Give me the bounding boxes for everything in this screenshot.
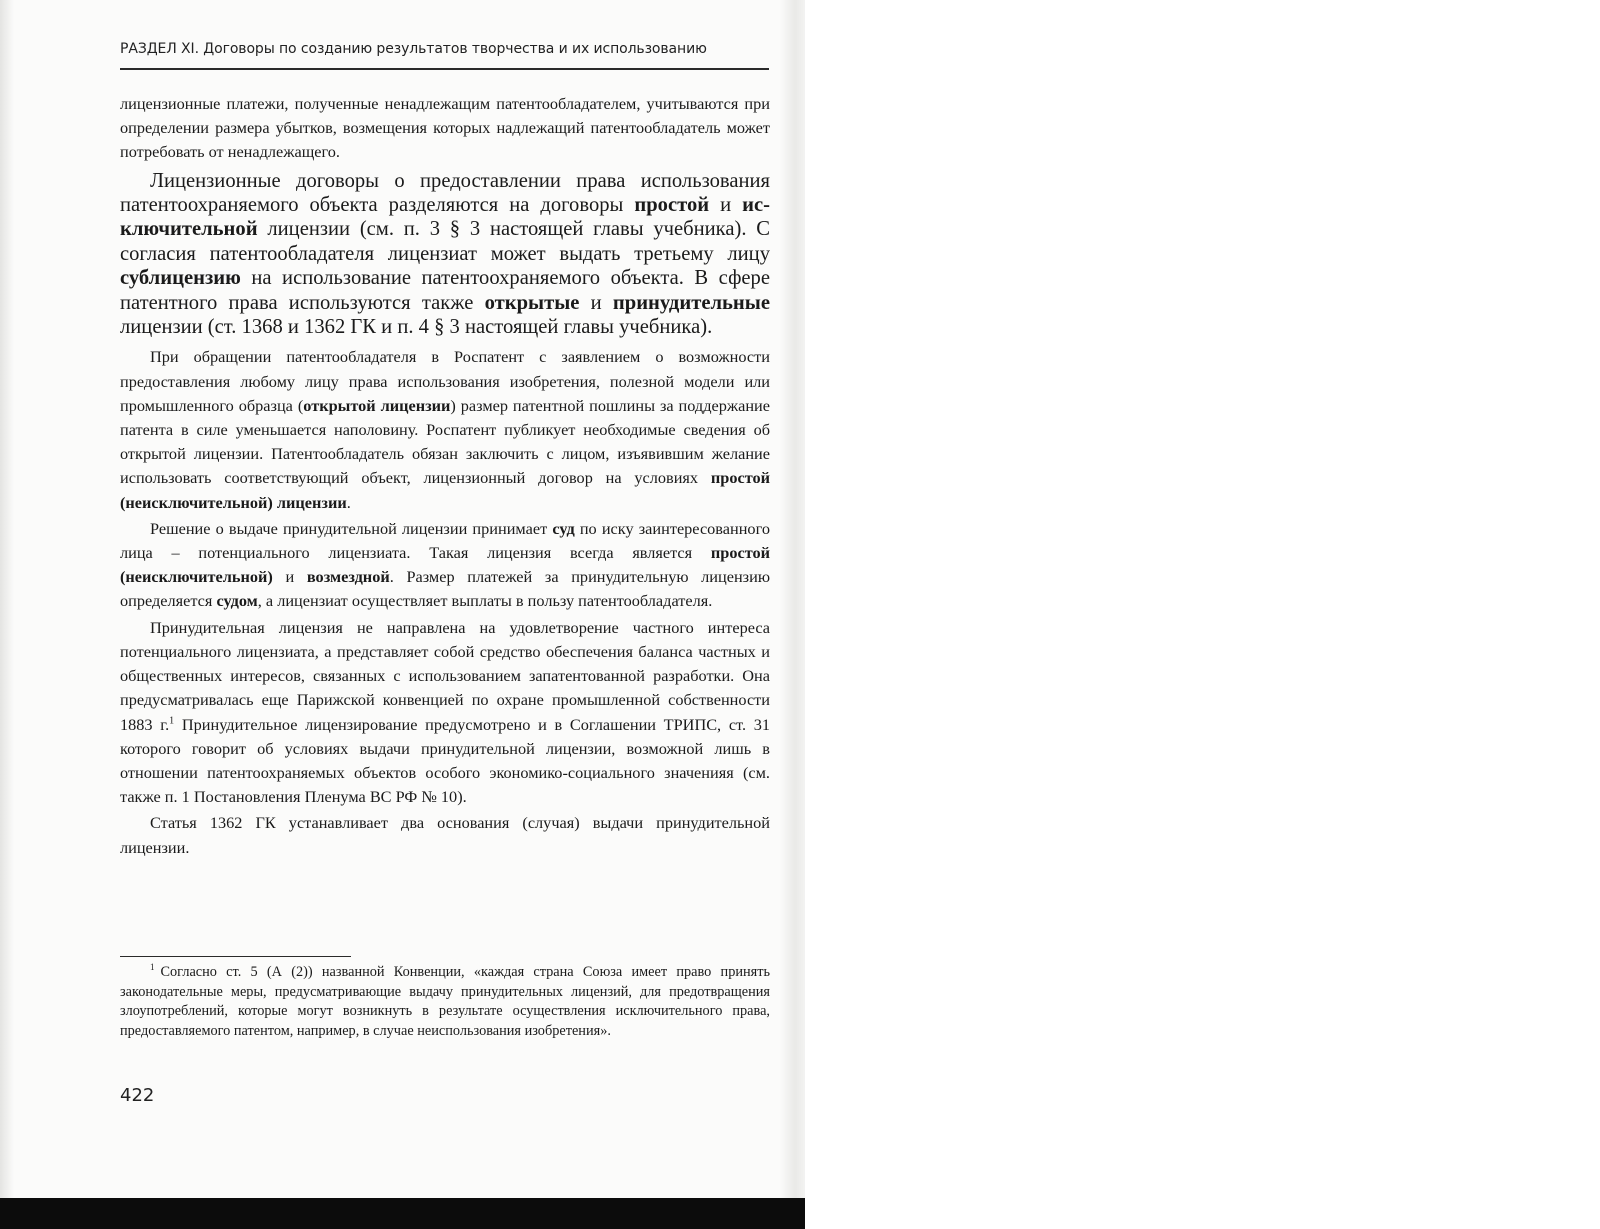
- bold-term: простой (неисключительной) лицензии: [120, 468, 770, 512]
- bold-term: возмездной: [306, 567, 390, 587]
- paragraph: [120, 169, 770, 340]
- paragraph: [120, 517, 770, 614]
- running-head-rule: [120, 68, 769, 70]
- scan-bottom-edge: [0, 1198, 805, 1229]
- bold-term: открытой лицензии: [303, 395, 451, 415]
- bold-term: принудительные: [612, 291, 770, 314]
- bold-term: простой (неисключительной): [120, 543, 770, 587]
- bold-term: суд: [552, 518, 575, 538]
- text-run: Статья 1362 ГК устанавливает два основания (случая) выдачи принудительной лицензии.: [120, 813, 770, 857]
- bold-term: судом: [216, 591, 258, 611]
- footnote-separator: [120, 956, 351, 957]
- text-run: .: [346, 492, 351, 512]
- text-run: Решение о выдаче принудительной лицензии принимает: [150, 518, 553, 538]
- scan-gutter-shadow: [780, 0, 805, 1229]
- text-run: лицензионные платежи, полученные ненадлежащим патентообладателем, учитываются при определении размера убытков, возмещения которых надлежащий патентообладатель может потребовать от ненадлежащего.: [120, 94, 770, 162]
- paragraph: [120, 811, 770, 859]
- bold-term: открытые: [484, 291, 580, 314]
- paragraph: [120, 616, 770, 810]
- text-run: и: [579, 291, 613, 314]
- text-run: ) размер патентной пошлины за поддержание патента в силе уменьшается наполовину. Роспатент публикует необходимые сведения об открытой лицензии. Патентообладатель обязан заключить с лицом, изъявившим желание использовать соответствующий объект, лицензионный договор на условиях: [120, 395, 770, 488]
- text-run: на использование патентоохраняемого объекта. В сфере патентного права используются также: [120, 267, 770, 314]
- bold-term: сублицензию: [120, 267, 241, 290]
- paragraph: [120, 345, 770, 514]
- text-run: . Размер платежей за принудительную лицензию определяется: [120, 567, 770, 611]
- footnote: [120, 963, 770, 1041]
- footnote-marker: 1: [150, 962, 155, 973]
- text-run: , а лицензиат осуществляет выплаты в пользу патентообладателя.: [257, 591, 713, 611]
- page-number: 422: [120, 1085, 155, 1106]
- text-run: и: [709, 194, 743, 217]
- running-head: РАЗДЕЛ XI. Договоры по созданию результатов творчества и их использованию: [120, 41, 707, 57]
- text-run: и: [272, 567, 307, 587]
- text-run: Принудительная лицензия не направлена на удовлетворение частного интереса потенциального лицензиата, а представляет собой средство обеспечения баланса частных и общественных интересов, связанных с использованием запатентованной разработки. Она предусматривалась еще Парижской конвенцией по охране промышленной собственности 1883 г.: [120, 617, 770, 734]
- text-run: лицензии (ст. 1368 и 1362 ГК и п. 4 § 3 настоящей главы учебника).: [120, 316, 713, 339]
- bold-term: исключительной: [120, 194, 770, 241]
- footnote-text: Согласно ст. 5 (А (2)) названной Конвенции, «каждая страна Союза имеет право принять законодательные меры, предусматривающие выдачу принудительных лицензий, для предотвращения злоупотреблений, которые могут возникнуть в результате осуществления исключительного права, предоставляемого патентом, например, в случае неиспользования изобретения».: [120, 964, 770, 1039]
- text-run: Лицензионные договоры о предоставлении права использования патентоохраняемого объекта разделяются на договоры: [120, 169, 770, 217]
- text-run: При обращении патентообладателя в Роспатент с заявлением о возможности предоставления любому лицу права использования изобретения, полезной модели или промышленного образца (: [120, 347, 770, 415]
- footnote-reference: 1: [169, 715, 175, 727]
- text-run: Принудительное лицензирование предусмотрено и в Соглашении ТРИПС, ст. 31 которого говорит об условиях выдачи принудительной лицензии, возможной лишь в отношении патентоохраняемых объектов особого экономико-социального значенияя (см. также п. 1 Постановления Пленума ВС РФ № 10).: [120, 714, 770, 807]
- bold-term: простой: [634, 194, 710, 217]
- text-run: по иску заинтересованного лица – потенциального лицензиата. Такая лицензия всегда является: [120, 518, 770, 563]
- scan-edge-shadow: [0, 0, 14, 1229]
- body-text: [120, 92, 770, 860]
- text-run: лицензии (см. п. 3 § 3 настоящей главы учебника). С согласия патентообладателя лицензиат может выдать третьему лицу: [120, 218, 770, 265]
- paragraph: [120, 92, 770, 165]
